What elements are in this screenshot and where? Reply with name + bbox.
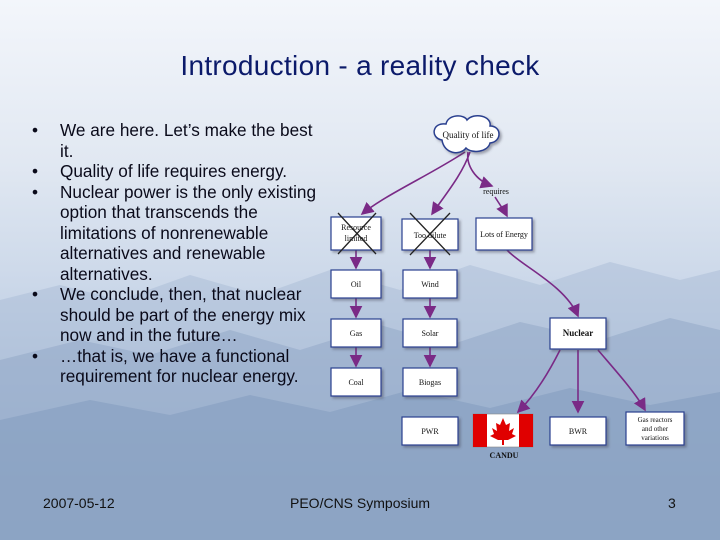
footer-event: PEO/CNS Symposium: [290, 495, 431, 511]
bullet-marker: •: [32, 284, 39, 304]
too-dilute-box: [402, 213, 458, 255]
resource-limited-text-2: limited: [344, 234, 368, 243]
requires-label: requires: [483, 187, 509, 196]
resource-limited-text-1: Resource: [341, 223, 371, 232]
too-dilute-text: Too dilute: [413, 231, 447, 240]
bullet-marker: •: [32, 345, 39, 366]
biogas-text: Biogas: [418, 378, 442, 387]
gas-reactors-text-3: variations: [641, 434, 669, 442]
gas-reactors-text-1: Gas reactors: [637, 416, 673, 424]
gas-text: Gas: [349, 329, 363, 338]
page-number: 3: [668, 495, 676, 511]
nuclear-box: [550, 318, 606, 349]
bullet-item: [28, 161, 320, 182]
nuclear-text: Nuclear: [562, 328, 594, 338]
footer-date: 2007-05-12: [43, 495, 115, 511]
coal-box: [331, 368, 381, 396]
gas-reactors-box: [626, 412, 684, 445]
bullet-list: [28, 120, 320, 387]
pwr-text: PWR: [421, 427, 439, 436]
bullet-text: Quality of life requires energy.: [60, 161, 288, 181]
gas-reactors-text-2: and other: [641, 425, 669, 433]
bullet-item: [28, 284, 320, 346]
bullet-marker: •: [32, 120, 39, 140]
bwr-box: [550, 417, 606, 445]
candu-label: CANDU: [489, 451, 519, 460]
pwr-box: [402, 417, 458, 445]
cloud-label: Quality of life: [442, 130, 494, 140]
quality-of-life-cloud: [434, 116, 499, 153]
bullet-marker: •: [32, 181, 39, 202]
bullet-text: …that is, we have a functional requirement for nuclear energy.: [60, 345, 299, 386]
resource-limited-box: [331, 213, 381, 254]
bullet-item: [28, 346, 320, 387]
bullet-text: We conclude, then, that nuclear should be part of the energy mix now and in the future…: [60, 284, 306, 345]
solar-box: [403, 319, 457, 347]
oil-box: [331, 270, 381, 298]
lots-of-energy-box: [476, 218, 532, 250]
slide-title: Introduction - a reality check: [180, 50, 540, 81]
solar-text: Solar: [421, 329, 439, 338]
canadian-flag-icon: [473, 414, 533, 447]
wind-text: Wind: [421, 280, 439, 289]
lots-of-energy-text: Lots of Energy: [480, 230, 528, 239]
bwr-text: BWR: [568, 427, 588, 436]
energy-decision-diagram: [310, 110, 720, 470]
gas-box: [331, 319, 381, 347]
bullet-item: [28, 182, 320, 285]
bullet-text: Nuclear power is the only existing option that transcends the limitations of nonrenewable alternatives and renewable alternatives.: [60, 181, 317, 284]
bullet-text: We are here. Let’s make the best it.: [60, 120, 313, 161]
bullet-item: [28, 120, 320, 161]
coal-text: Coal: [348, 378, 364, 387]
wind-box: [403, 270, 457, 298]
bullet-marker: •: [32, 161, 39, 181]
biogas-box: [403, 368, 457, 396]
oil-text: Oil: [350, 280, 362, 289]
